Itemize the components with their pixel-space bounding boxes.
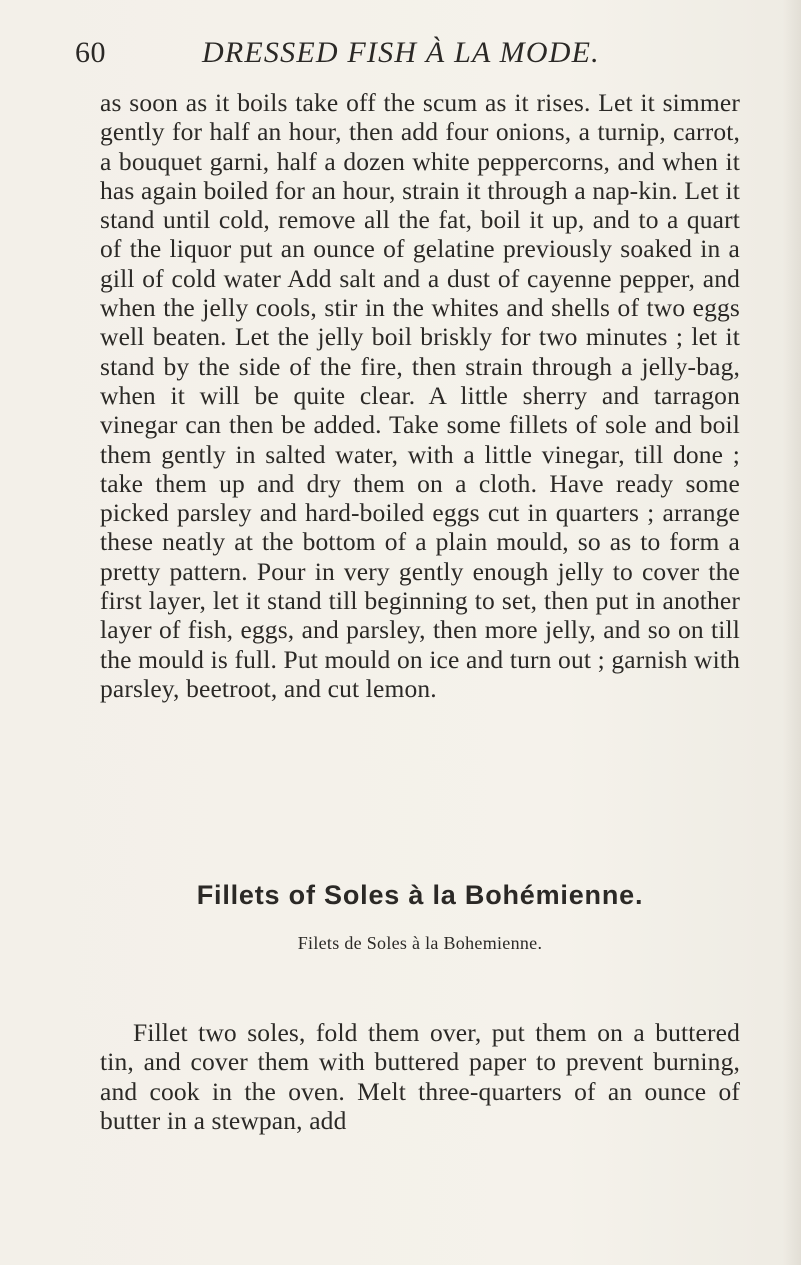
recipe-subtitle: Filets de Soles à la Bohemienne. xyxy=(297,933,543,953)
running-head xyxy=(75,36,735,76)
recipe-paragraph: Fillet two soles, fold them over, put them on a buttered tin, and cover them with buttered paper to prevent burning, and cook in the oven. Melt three-quarters of an ounce of butter in a stewpan, add xyxy=(100,1018,740,1135)
page-edge-shadow xyxy=(783,0,801,1265)
recipe-title: Fillets of Soles à la Bohémienne. xyxy=(196,880,644,910)
body-paragraph: as soon as it boils take off the scum as it rises. Let it simmer gently for half an hour, then add four onions, a turnip, carrot, a bouquet garni, half a dozen white peppercorns, and when it has again boiled for an hour, strain it through a nap-kin. Let it stand until cold, remove all the fat, boil it up, and to a quart of the liquor put an ounce of gelatine previously soaked in a gill of cold water Add salt and a dust of cayenne pepper, and when the jelly cools, stir in the whites and shells of two eggs well beaten. Let the jelly boil briskly for two minutes ; let it stand by the side of the fire, then strain through a jelly-bag, when it will be quite clear. A little sherry and tarragon vinegar can then be added. Take some fillets of sole and boil them gently in salted water, with a little vinegar, till done ; take them up and dry them on a cloth. Have ready some picked parsley and hard-boiled eggs cut in quarters ; arrange these neatly at the bottom of a plain mould, so as to form a pretty pattern. Pour in very gently enough jelly to cover the first layer, let it stand till beginning to set, then put in another layer of fish, eggs, and parsley, then more jelly, and so on till the mould is full. Put mould on ice and turn out ; garnish with parsley, beetroot, and cut lemon. xyxy=(100,88,740,703)
running-head-title: DRESSED FISH À LA MODE. xyxy=(202,36,600,69)
page-number: 60 xyxy=(75,36,106,69)
